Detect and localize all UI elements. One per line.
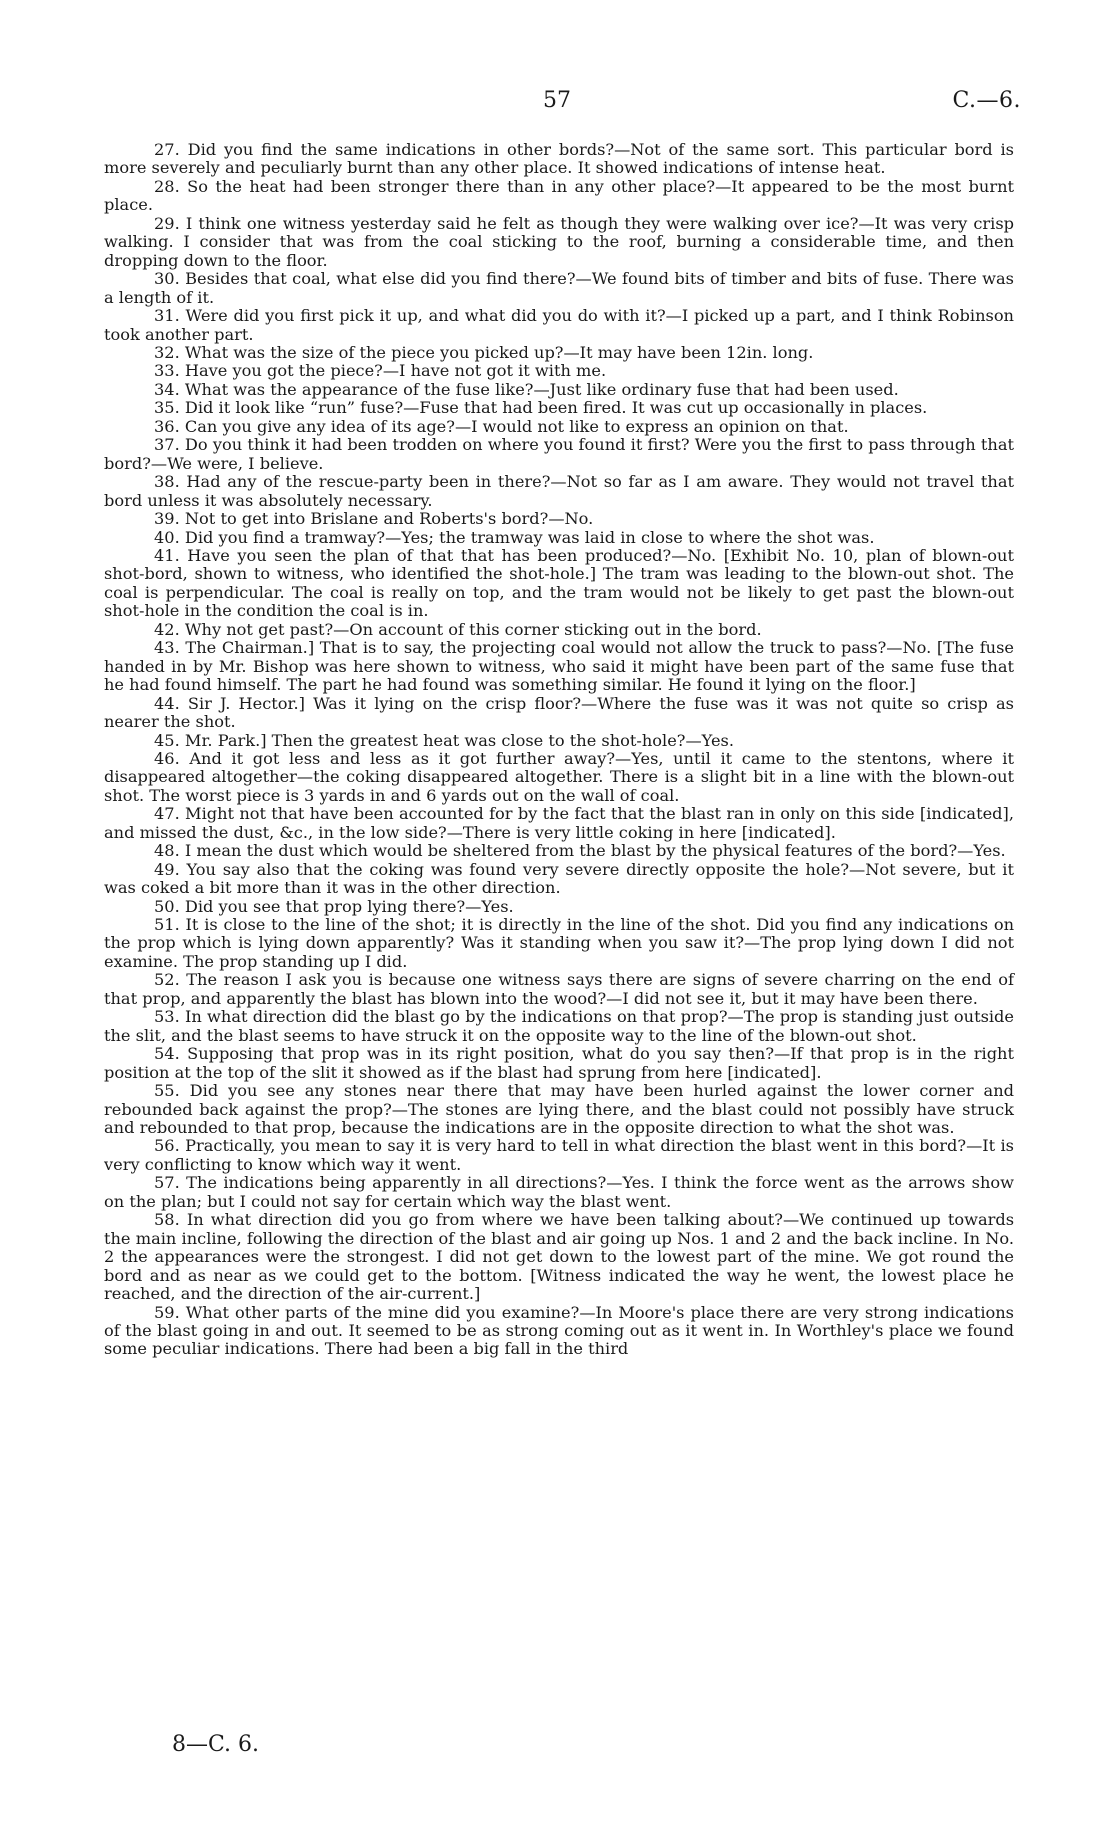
paragraph: 54. Supposing that prop was in its right position, what do you say then?—If that prop is in the right position at the top of the slit it showed as if the blast had sprung from here [indicated]. — [104, 1044, 1014, 1082]
paragraph: 57. The indications being apparently in all directions?—Yes. I think the force went as the arrows show on the plan; but I could not say for certain which way the blast went. — [104, 1173, 1014, 1211]
paragraph: 59. What other parts of the mine did you examine?—In Moore's place there are very strong indications of the blast going in and out. It seemed to be as strong coming out as it went in. In Worthley's place we found some peculiar indications. There had been a big fall in the third — [104, 1302, 1014, 1359]
paragraph: 53. In what direction did the blast go by the indications on that prop?—The prop is standing just outside the slit, and the blast seems to have struck it on the opposite way to the line of the blown-out shot. — [104, 1007, 1014, 1045]
paragraph: 58. In what direction did you go from where we have been talking about?—We continued up towards the main incline, following the direction of the blast and air going up Nos. 1 and 2 and the back incline. In No. 2 the appearances were the strongest. I did not get down to the lowest part of the mine. We got round the bord and as near as we could get to the bottom. [Witness indicated the way he went, the lowest place he reached, and the direction of the air-current.] — [104, 1210, 1014, 1304]
paragraph: 30. Besides that coal, what else did you find there?—We found bits of timber and bits of fuse. There was a length of it. — [104, 269, 1014, 307]
paragraph: 32. What was the size of the piece you picked up?—It may have been 12in. long. — [154, 342, 814, 362]
paragraph: 47. Might not that have been accounted for by the fact that the blast ran in only on this side [indicated], and missed the dust, &c., in the low side?—There is very little coking in here [indicated]. — [104, 804, 1014, 842]
paragraph: 35. Did it look like “run” fuse?—Fuse that had been fired. It was cut up occasionally in places. — [154, 398, 928, 418]
paragraph: 40. Did you find a tramway?—Yes; the tramway was laid in close to where the shot was. — [154, 527, 875, 547]
paragraph: 31. Were did you first pick it up, and what did you do with it?—I picked up a part, and I think Robinson took another part. — [104, 306, 1014, 344]
paragraph: 42. Why not get past?—On account of this corner sticking out in the bord. — [154, 619, 762, 639]
paragraph: 37. Do you think it had been trodden on where you found it first? Were you the first to pass through that bord?—We were, I believe. — [104, 435, 1014, 473]
paragraph: 43. The Chairman.] That is to say, the projecting coal would not allow the truck to pass?—No. [The fuse handed in by Mr. Bishop was here shown to witness, who said it might have been part of the same fuse that he had found himself. The part he had found was something similar. He found it lying on the floor.] — [104, 638, 1014, 695]
paragraph: 33. Have you got the piece?—I have not got it with me. — [154, 361, 607, 381]
paragraph: 41. Have you seen the plan of that that has been produced?—No. [Exhibit No. 10, plan of blown-out shot-bord, shown to witness, who identified the shot-hole.] The tram was leading to the blown-out shot. The coal is perpendicular. The coal is really on top, and the tram would not be likely to get past the blown-out shot-hole in the condition the coal is in. — [104, 545, 1014, 621]
signature-mark: 8—C. 6. — [172, 1732, 260, 1757]
paragraph: 50. Did you see that prop lying there?—Yes. — [154, 896, 514, 916]
paragraph: 27. Did you find the same indications in other bords?—Not of the same sort. This particular bord is more severely and peculiarly burnt than any other place. It showed indications of intense heat. — [104, 140, 1014, 178]
paragraph: 38. Had any of the rescue-party been in there?—Not so far as I am aware. They would not travel that bord unless it was absolutely necessary. — [104, 472, 1014, 510]
paragraph: 34. What was the appearance of the fuse like?—Just like ordinary fuse that had been used. — [154, 379, 899, 399]
paragraph: 56. Practically, you mean to say it is very hard to tell in what direction the blast went in this bord?—It is very conflicting to know which way it went. — [104, 1136, 1014, 1174]
paragraph: 52. The reason I ask you is because one witness says there are signs of severe charring on the end of that prop, and apparently the blast has blown into the wood?—I did not see it, but it may have been there. — [104, 970, 1014, 1008]
paragraph: 46. And it got less and less as it got further away?—Yes, until it came to the stentons, where it disappeared altogether—the coking disappeared altogether. There is a slight bit in a line with the blown-out shot. The worst piece is 3 yards in and 6 yards out on the wall of coal. — [104, 748, 1014, 805]
paragraph: 44. Sir J. Hector.] Was it lying on the crisp floor?—Where the fuse was it was not quite so crisp as nearer the shot. — [104, 693, 1014, 732]
paragraph: 51. It is close to the line of the shot; it is directly in the line of the shot. Did you find any indications on the prop which is lying down apparently? Was it standing when you saw it?—The prop lying down I did not examine. The prop standing up I did. — [104, 915, 1014, 971]
page-reference: C.—6. — [952, 88, 1021, 113]
paragraph: 55. Did you see any stones near there that may have been hurled against the lower corner and rebounded back against the prop?—The stones are lying there, and the blast could not possibly have struck and rebounded to that prop, because the indications are in the opposite direction to what the shot was. — [104, 1081, 1014, 1138]
paragraph: 28. So the heat had been stronger there than in any other place?—It appeared to be the most burnt place. — [104, 176, 1014, 215]
paragraph: 36. Can you give any idea of its age?—I would not like to express an opinion on that. — [154, 416, 849, 436]
paragraph: 45. Mr. Park.] Then the greatest heat was close to the shot-hole?—Yes. — [154, 730, 734, 750]
paragraph: 49. You say also that the coking was found very severe directly opposite the hole?—Not severe, but it was coked a bit more than it was in the other direction. — [104, 859, 1014, 898]
paragraph: 39. Not to get into Brislane and Roberts's bord?—No. — [154, 509, 594, 529]
paragraph: 48. I mean the dust which would be sheltered from the blast by the physical features of the bord?—Yes. — [154, 841, 1006, 861]
page-number: 57 — [543, 88, 571, 113]
paragraph: 29. I think one witness yesterday said he felt as though they were walking over ice?—It was very crisp walking. I consider that was from the coal sticking to the roof, burning a considerable time, and then dropping down to the floor. — [104, 213, 1014, 270]
testimony-body — [104, 141, 1014, 1359]
